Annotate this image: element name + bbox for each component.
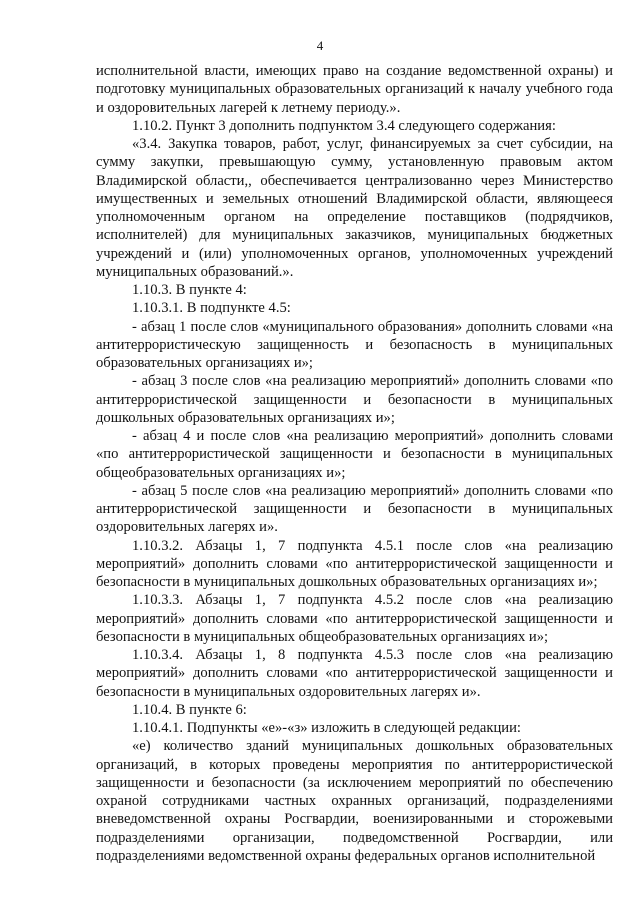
document-body <box>96 62 613 865</box>
paragraph-2: 1.10.2. Пункт 3 дополнить подпунктом 3.4 следующего содержания: <box>132 117 556 134</box>
paragraph-4: 1.10.3. В пункте 4: <box>132 282 247 298</box>
paragraph-3: «3.4. Закупка товаров, работ, услуг, финансируемых за счет субсидии, на сумму закупки, превышающую сумму, установленную правовым актом Владимирской области,, обеспечивается централизованно через Министерство имущественных и земельных отношений Владимирской области, являющееся уполномоченным органом на определение поставщиков (подрядчиков, исполнителей) для муниципальных заказчиков, муниципальных бюджетных учреждений и (или) уполномоченных органов, уполномоченных учреждений муниципальных образований.». <box>96 136 613 280</box>
paragraph-9: - абзац 5 после слов «на реализацию мероприятий» дополнить словами «по антитеррористической защищенности и безопасности в муниципальных оздоровительных лагерях и». <box>96 482 613 536</box>
paragraph-7: - абзац 3 после слов «на реализацию мероприятий» дополнить словами «по антитеррористической защищенности и безопасности в муниципальных дошкольных образовательных организациях и»; <box>96 373 613 426</box>
paragraph-6: - абзац 1 после слов «муниципального образования» дополнить словами «на антитеррористическую защищенность и безопасность в муниципальных образовательных организациях и»; <box>96 318 613 371</box>
paragraph-11: 1.10.3.3. Абзацы 1, 7 подпункта 4.5.2 после слов «на реализацию мероприятий» дополнить словами «по антитеррористической защищенности и безопасности в муниципальных общеобразовательных организациях и»; <box>96 592 613 645</box>
paragraph-8: - абзац 4 и после слов «на реализацию мероприятий» дополнить словами «по антитеррористической защищенности и безопасности в муниципальных общеобразовательных организациях и»; <box>96 428 613 481</box>
paragraph-13: 1.10.4. В пункте 6: <box>132 701 247 718</box>
paragraph-10: 1.10.3.2. Абзацы 1, 7 подпункта 4.5.1 после слов «на реализацию мероприятий» дополнить словами «по антитеррористической защищенности и безопасности в муниципальных дошкольных образовательных организациях и»; <box>96 537 613 590</box>
paragraph-14: 1.10.4.1. Подпункты «е»-«з» изложить в следующей редакции: <box>132 720 521 736</box>
paragraph-5: 1.10.3.1. В подпункте 4.5: <box>132 300 291 317</box>
paragraph-1: исполнительной власти, имеющих право на создание ведомственной охраны) и подготовку муниципальных образовательных организаций к началу учебного года и оздоровительных лагерей к летнему периоду.». <box>96 63 613 116</box>
paragraph-15: «е) количество зданий муниципальных дошкольных образовательных организаций, в которых проведены мероприятия по антитеррористической защищенности и безопасности (за исключением мероприятий по обеспечению охраной сотрудниками частных охранных организаций, подразделениями вневедомственной охраны Росгвардии, военизированными и сторожевыми подразделениями организации, подведомственной Росгвардии, или подразделениями ведомственной охраны федеральных органов исполнительной <box>96 738 613 864</box>
page-number: 4 <box>316 38 324 53</box>
paragraph-12: 1.10.3.4. Абзацы 1, 8 подпункта 4.5.3 после слов «на реализацию мероприятий» дополнить словами «по антитеррористической защищенности и безопасности в муниципальных оздоровительных лагерях и». <box>96 647 613 700</box>
